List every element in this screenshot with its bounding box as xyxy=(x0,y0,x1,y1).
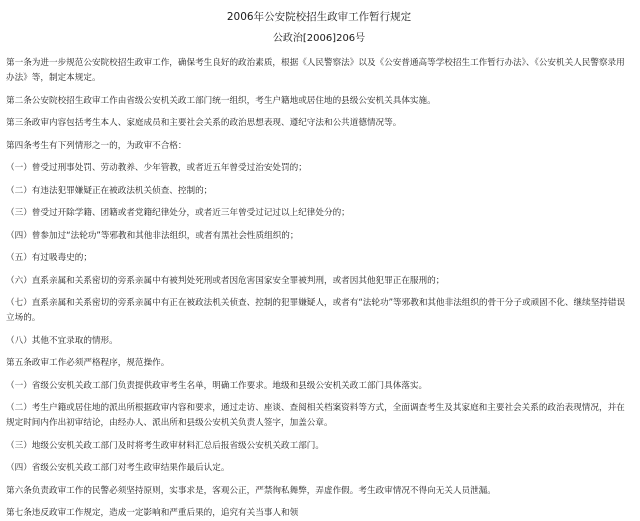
paragraph-item-4: （四）曾参加过“法轮功”等邪教和其他非法组织，或者有黑社会性质组织的； xyxy=(6,230,299,241)
paragraph-procedure-4: （四）省级公安机关政工部门对考生政审结果作最后认定。 xyxy=(6,463,230,473)
paragraph-article-1: 第一条为进一步规范公安院校招生政审工作，确保考生良好的政治素质，根据《人民警察法》以及《公安普通高等学校招生工作暂行办法》、《公安机关人民警察录用办法》等，制定本规定。 xyxy=(6,58,625,83)
paragraph-article-6: 第六条负责政审工作的民警必须坚持原则，实事求是，客观公正，严禁徇私舞弊，弄虚作假。考生政审情况不得向无关人员泄漏。 xyxy=(6,485,496,496)
paragraph-article-5: 第五条政审工作必须严格程序，规范操作。 xyxy=(6,358,170,368)
paragraph-item-6: （六）直系亲属和关系密切的旁系亲属中有被判处死刑或者因危害国家安全罪被判刑，或者因其他犯罪正在服刑的； xyxy=(6,275,445,286)
paragraph-procedure-3: （三）地级公安机关政工部门及时将考生政审材料汇总后报省级公安机关政工部门。 xyxy=(6,440,324,451)
paragraph-item-2: （二）有违法犯罪嫌疑正在被政法机关侦查、控制的； xyxy=(6,185,213,196)
paragraph-article-2: 第二条公安院校招生政审工作由省级公安机关政工部门统一组织，考生户籍地或居住地的县级公安机关具体实施。 xyxy=(6,95,436,106)
paragraph-item-1: （一）曾受过刑事处罚、劳动教养、少年管教，或者近五年曾受过治安处罚的； xyxy=(6,163,307,173)
paragraph-item-8: （八）其他不宜录取的情形。 xyxy=(6,335,118,346)
document-number: 公政治[2006]206号 xyxy=(272,33,366,44)
paragraph-procedure-1: （一）省级公安机关政工部门负责提供政审考生名单，明确工作要求。地级和县级公安机关政工部门具体落实。 xyxy=(6,380,428,391)
document-title: 2006年公安院校招生政审工作暂行规定 xyxy=(226,11,412,23)
paragraph-article-3: 第三条政审内容包括考生本人、家庭成员和主要社会关系的政治思想表现、遵纪守法和公共道德情况等。 xyxy=(6,118,402,128)
paragraph-article-4: 第四条考生有下列情形之一的，为政审不合格： xyxy=(6,140,187,151)
paragraph-item-5: （五）有过吸毒史的； xyxy=(6,253,92,263)
paragraph-procedure-2: （二）考生户籍或居住地的派出所根据政审内容和要求，通过走访、座谈、查阅相关档案资料等方式，全面调查考生及其家庭和主要社会关系的政治表现情况，并在规定时间内作出初审结论，由经办人、派出所和县级公安机关负责人签字，加盖公章。 xyxy=(6,403,625,428)
paragraph-article-7: 第七条违反政审工作规定，造成一定影响和严重后果的，追究有关当事人和领 xyxy=(6,508,299,518)
paragraph-item-3: （三）曾受过开除学籍、团籍或者党籍纪律处分，或者近三年曾受过记过以上纪律处分的； xyxy=(6,208,350,218)
paragraph-item-7: （七）直系亲属和关系密切的旁系亲属中有正在被政法机关侦查、控制的犯罪嫌疑人，或者有“法轮功”等邪教和其他非法组织的骨干分子或顽固不化、继续坚持错误立场的。 xyxy=(6,298,626,323)
